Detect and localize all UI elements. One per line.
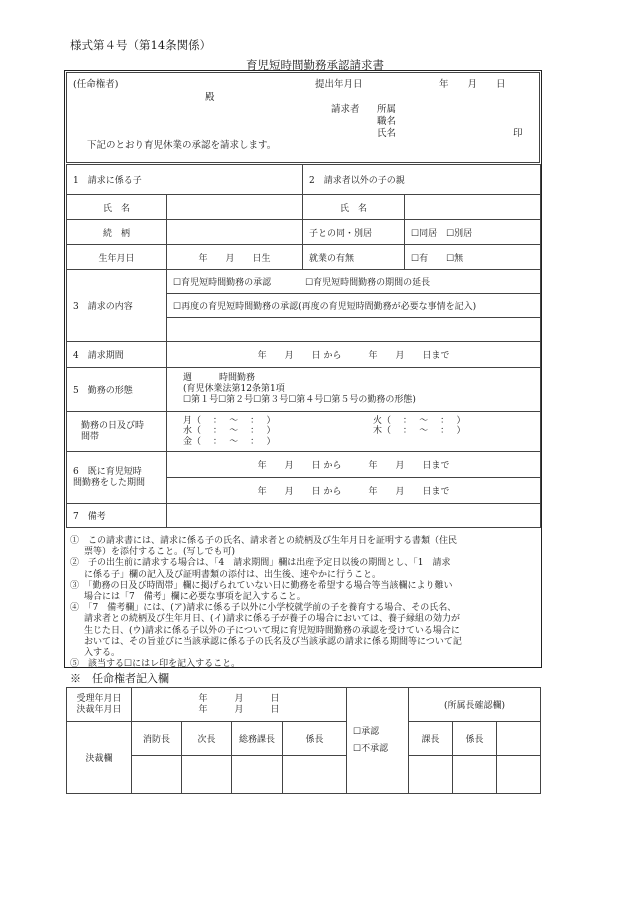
work-form-options[interactable]: ☐第１号☐第２号☐第３号☐第４号☐第５号の勤務の形態) [183, 395, 416, 405]
note-line: おいては、その旨並びに当該承認に係る子の氏名及び当該承認の請求に係る期間等について記 [84, 636, 462, 647]
parent-name-field[interactable] [405, 195, 541, 220]
request-reason-field[interactable] [167, 318, 541, 342]
requester-label: 請求者 [331, 104, 360, 115]
days-header [67, 412, 167, 452]
remarks-field[interactable] [167, 504, 541, 528]
general-affairs-chief-label: 総務課長 [232, 722, 283, 756]
appointer-section-title: ※ 任命権者記入欄 [70, 672, 169, 685]
weekly-hours-line[interactable]: 週 時間勤務 [183, 373, 256, 383]
note-line: 生じた日、(ウ)請求に係る子以外の子について現に育児短時間勤務の承認を受けている場合に [84, 625, 460, 636]
dept-blank-seal-box[interactable] [497, 756, 541, 794]
general-affairs-seal-box[interactable] [232, 756, 283, 794]
dept-blank-header [497, 722, 541, 756]
dept-staff-chief-seal-box[interactable] [453, 756, 497, 794]
request-content-row-1[interactable] [167, 270, 541, 294]
work-form-header: 5 勤務の形態 [67, 368, 167, 412]
remarks-header: 7 備考 [67, 504, 167, 528]
work-form-field[interactable] [167, 368, 541, 412]
birth-label: 生年月日 [67, 245, 167, 270]
relation-label: 続 柄 [67, 220, 167, 245]
period-header: 4 請求期間 [67, 342, 167, 368]
kessai-label: 決裁欄 [67, 722, 132, 794]
deputy-chief-label: 次長 [182, 722, 232, 756]
parent-name-label: 氏 名 [303, 195, 405, 220]
affiliation-label: 所属 [377, 104, 397, 115]
dept-staff-chief-label: 係長 [453, 722, 497, 756]
section-chief-seal-box[interactable] [409, 756, 453, 794]
form-id: 様式第４号（第14条関係） [70, 38, 212, 52]
note-line: ② 子の出生前に請求する場合は、「4 請求期間」欄は出産予定日以後の期間とし、「1 請求 [70, 558, 451, 569]
request-statement: 下記のとおり育児休業の承認を請求します。 [87, 140, 277, 151]
law-reference-line: (育児休業法第12条第1項 [183, 384, 285, 394]
note-line: ③ 「勤務の日及び時間帯」欄に掲げられていない日に勤務を希望する場合等当該欄により難い [70, 580, 453, 591]
fire-chief-seal-box[interactable] [132, 756, 182, 794]
days-header-line-2: 間帯 [81, 431, 100, 442]
child-name-label: 氏 名 [67, 195, 167, 220]
requester-name-label: 氏名 [377, 128, 397, 139]
approve-option[interactable]: ☐承認 [353, 726, 380, 737]
notes-block [70, 536, 536, 670]
child-name-field[interactable] [167, 195, 303, 220]
seal-mark: 印 [513, 128, 523, 139]
days-monday[interactable]: 月（ ： 〜 ： ） [183, 415, 276, 426]
request-option-extension[interactable]: ☐育児短時間勤務の期間の延長 [305, 278, 431, 288]
note-line: 入する。 [84, 648, 121, 659]
deputy-chief-seal-box[interactable] [182, 756, 232, 794]
prior-header-line-1: 6 既に育児短時 [73, 466, 142, 477]
note-line: ⑤ 該当する☐にはレ印を記入すること。 [70, 659, 241, 670]
received-decided-labels [67, 688, 132, 722]
received-date[interactable]: 年 月 日 [198, 693, 280, 704]
cohabit-options[interactable]: ☐同居 ☐別居 [405, 220, 541, 245]
approval-table [66, 687, 541, 794]
employment-options[interactable]: ☐有 ☐無 [405, 245, 541, 270]
staff-chief-seal-box[interactable] [283, 756, 347, 794]
approval-decision[interactable] [347, 688, 409, 794]
note-line: ① この請求書には、請求に係る子の氏名、請求者との続柄及び生年月日を証明する書類（住民 [70, 536, 458, 546]
request-content-header: 3 請求の内容 [67, 270, 167, 342]
parent-header: 2 請求者以外の子の親 [303, 165, 541, 195]
applicant-header [66, 72, 540, 163]
prior-period-header [67, 452, 167, 504]
days-tuesday[interactable]: 火（ ： 〜 ： ） [373, 415, 466, 426]
note-line: ④ 「7 備考欄」には、(ア)請求に係る子以外に小学校就学前の子を養育する場合、その氏名、 [70, 603, 457, 614]
days-schedule-field[interactable] [167, 412, 541, 452]
days-header-line-1: 勤務の日及び時 [81, 420, 145, 431]
dept-confirm-label: (所属長確認欄) [409, 688, 541, 722]
prior-period-1[interactable]: 年 月 日 から 年 月 日まで [167, 452, 541, 478]
submit-date-label: 提出年月日 [315, 79, 363, 90]
prior-period-2[interactable]: 年 月 日 から 年 月 日まで [167, 478, 541, 504]
days-thursday[interactable]: 木（ ： 〜 ： ） [373, 426, 466, 437]
decided-label: 決裁年月日 [76, 704, 122, 715]
birth-field[interactable]: 年 月 日生 [167, 245, 303, 270]
decided-date[interactable]: 年 月 日 [198, 704, 280, 715]
days-wednesday[interactable]: 水（ ： 〜 ： ） [183, 426, 276, 437]
section-chief-label: 課長 [409, 722, 453, 756]
submit-date-value[interactable]: 年 月 日 [439, 79, 506, 90]
page-title: 育児短時間勤務承認請求書 [246, 58, 384, 72]
staff-chief-label: 係長 [283, 722, 347, 756]
dono-label: 殿 [205, 92, 215, 103]
position-label: 職名 [377, 116, 397, 127]
request-option-reapproval[interactable]: ☐再度の育児短時間勤務の承認(再度の育児短時間勤務が必要な事情を記入) [167, 294, 541, 318]
note-line: 票等）を添付すること。(写しでも可) [84, 547, 236, 558]
days-friday[interactable]: 金（ ： 〜 ： ） [183, 436, 276, 447]
note-line: 場合には「7 備考」欄に必要な事項を記入すること。 [84, 592, 306, 603]
appointer-label: (任命権者) [73, 79, 119, 90]
cohabit-label: 子との同・別居 [303, 220, 405, 245]
note-line: に係る子」欄の記入及び証明書類の添付は、出生後、速やかに行うこと。 [84, 569, 382, 580]
received-decided-dates[interactable] [132, 688, 347, 722]
relation-field[interactable] [167, 220, 303, 245]
request-table [66, 164, 541, 528]
prior-header-line-2: 間勤務をした期間 [73, 477, 146, 488]
disapprove-option[interactable]: ☐不承認 [353, 743, 389, 754]
child-header: 1 請求に係る子 [67, 165, 303, 195]
note-line: 請求者との続柄及び生年月日、(イ)請求に係る子が養子の場合においては、養子縁組の効力が [84, 614, 461, 625]
fire-chief-label: 消防長 [132, 722, 182, 756]
request-option-approval[interactable]: ☐育児短時間勤務の承認 [173, 278, 272, 288]
employment-label: 就業の有無 [303, 245, 405, 270]
period-field[interactable]: 年 月 日 から 年 月 日まで [167, 342, 541, 368]
received-label: 受理年月日 [76, 693, 122, 704]
